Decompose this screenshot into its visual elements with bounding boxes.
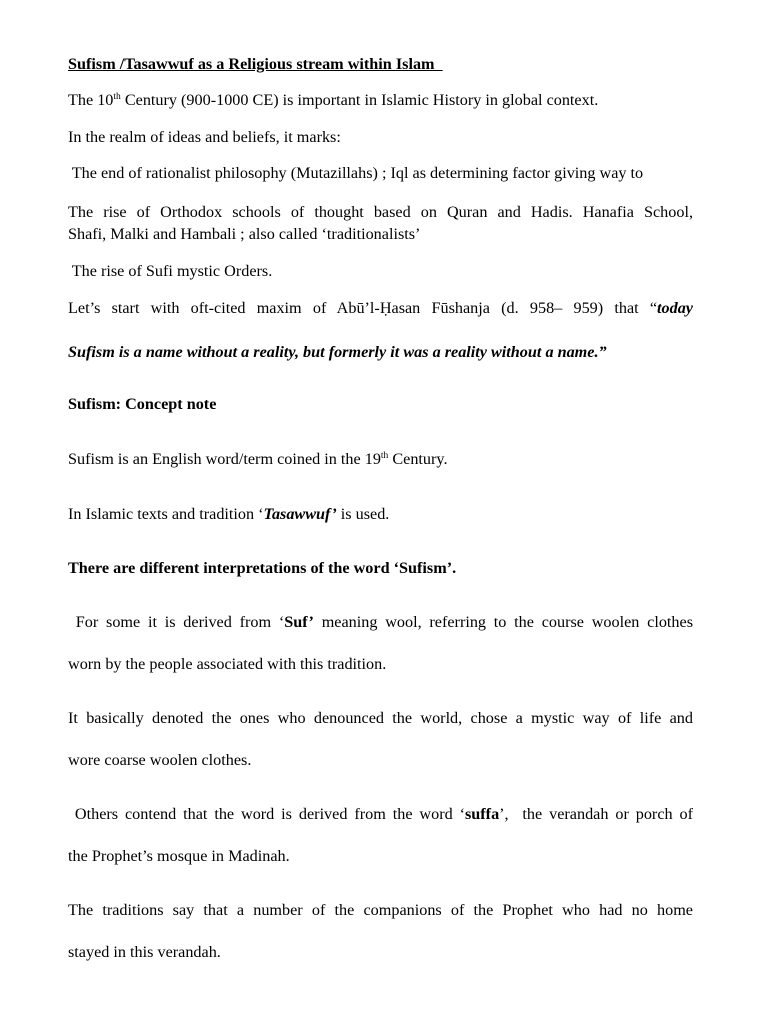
paragraph-suffa-line2: the Prophet’s mosque in Madinah. [68, 847, 290, 865]
p9-suf: Suf’ [284, 613, 314, 631]
paragraph-orthodox-line1: The rise of Orthodox schools of thought based on Quran and Hadis. Hanafia School, [68, 203, 693, 221]
paragraph-realm-of-ideas: In the realm of ideas and beliefs, it marks: [68, 128, 341, 146]
p9-text-b: meaning wool, referring to the course woolen clothes [313, 613, 694, 631]
paragraph-islamic-texts [68, 504, 693, 524]
paragraph-sufi-orders: The rise of Sufi mystic Orders. [68, 262, 273, 280]
maxim-intro: Let’s start with oft-cited maxim of Abū’l-Ḥasan Fūshanja (d. 958– 959) that “ [68, 299, 658, 317]
paragraph-suf-line2: worn by the people associated with this tradition. [68, 655, 387, 673]
p8-tasawwuf: Tasawwuf’ [263, 505, 337, 523]
p8-text-b: is used. [336, 505, 390, 523]
paragraph-orthodox-line2: Shafi, Malki and Hambali ; also called ‘traditionalists’ [68, 225, 421, 243]
p7-superscript: th [380, 451, 389, 461]
p8-text-a: In Islamic texts and tradition ‘ [68, 505, 264, 523]
p9-text-a: For some it is derived from ‘ [68, 613, 285, 631]
document-title [68, 54, 693, 74]
paragraph-english-word [68, 449, 693, 469]
paragraph-denounced-line2: wore coarse woolen clothes. [68, 751, 252, 769]
p1-superscript: th [113, 92, 121, 102]
p1-text-a: The 10 [68, 91, 114, 109]
p11-text-b: ’, the verandah or porch of [499, 805, 694, 823]
title-trailing-space [435, 55, 443, 73]
p7-text-a: Sufism is an English word/term coined in the 19 [68, 450, 381, 468]
paragraph-maxim-line1 [68, 298, 693, 318]
heading-concept-text: Sufism: Concept note [68, 395, 217, 413]
paragraph-maxim-line2 [68, 342, 693, 362]
paragraph-traditions-line1: The traditions say that a number of the companions of the Prophet who had no home [68, 901, 693, 919]
p11-suffa: suffa [464, 805, 500, 823]
p11-text-a: Others contend that the word is derived from the word ‘ [68, 805, 465, 823]
paragraph-denounced-line1: It basically denoted the ones who denounced the world, chose a mystic way of life and [68, 709, 693, 727]
heading-concept-note [68, 394, 693, 414]
paragraph-suffa-line1 [68, 804, 693, 824]
title-text: Sufism /Tasawwuf as a Religious stream within Islam [68, 55, 435, 73]
maxim-emphasis: today [657, 299, 693, 317]
heading-interpretations [68, 558, 693, 578]
maxim-quote: Sufism is a name without a reality, but formerly it was a reality without a name.” [68, 343, 607, 361]
heading-interpretations-text: There are different interpretations of the word ‘Sufism’. [68, 559, 457, 577]
paragraph-suf-line1 [68, 612, 693, 632]
paragraph-end-of-rationalist: The end of rationalist philosophy (Mutazillahs) ; Iql as determining factor giving way to [68, 164, 644, 182]
paragraph-10th-century [68, 90, 693, 110]
p7-text-b: Century. [388, 450, 448, 468]
p1-text-b: Century (900-1000 CE) is important in Islamic History in global context. [120, 91, 599, 109]
paragraph-traditions-line2: stayed in this verandah. [68, 943, 221, 961]
